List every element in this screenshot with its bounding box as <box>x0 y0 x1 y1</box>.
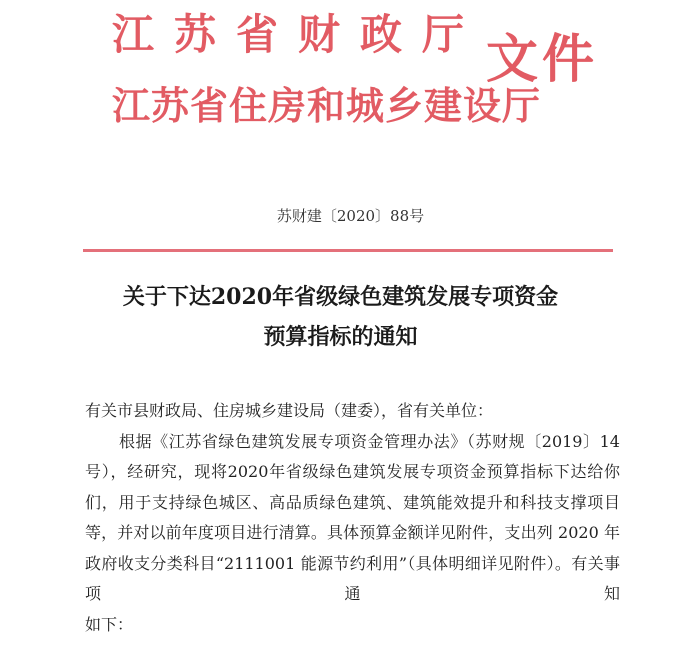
document-type-label: 文件 <box>486 30 599 90</box>
salutation: 有关市县财政局、住房城乡建设局（建委），省有关单位： <box>85 401 494 420</box>
notice-title-line-1: 关于下达2020年省级绿色建筑发展专项资金 <box>122 284 559 310</box>
document-number: 苏财建〔2020〕88号 <box>276 207 425 225</box>
body-paragraph-end: 如下： <box>85 614 134 634</box>
notice-title-line-2: 预算指标的通知 <box>263 324 418 350</box>
notice-body <box>85 396 620 640</box>
issuer-line-1: 江苏省财政厅 <box>112 10 485 59</box>
issuer-line-2: 江苏省住房和城乡建设厅 <box>112 84 542 128</box>
body-paragraph: 根据《江苏省绿色建筑发展专项资金管理办法》（苏财规〔2019〕14号），经研究，现将2020年省级绿色建筑发展专项资金预算指标下达给你们，用于支持绿色城区、高品质绿色建筑、建筑能效提升和科技支撑项目等，并对以前年度项目进行清算。具体预算金额详见附件，支出列 2020 年政府收支分类科目“2111001 能源节约利用”（具体明细详见附件）。有关事项通知 <box>85 431 620 603</box>
red-divider-line <box>83 249 613 252</box>
